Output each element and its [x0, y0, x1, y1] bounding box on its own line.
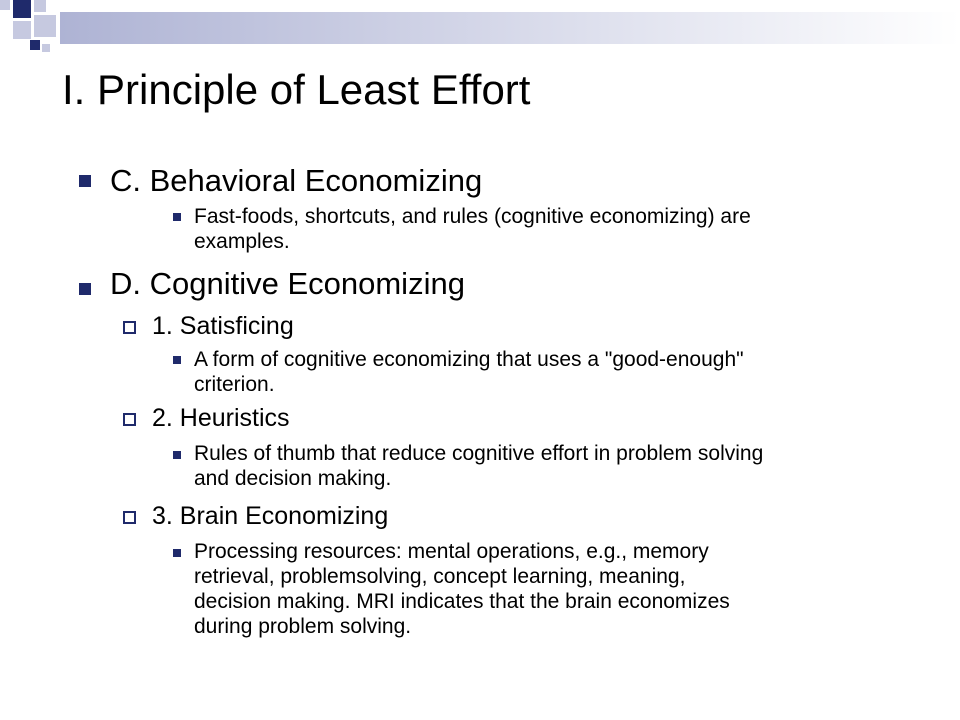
slide-title: I. Principle of Least Effort [62, 66, 531, 113]
square-bullet-icon [79, 283, 91, 295]
bullet-level1: C. Behavioral Economizing [110, 163, 483, 198]
square-bullet-icon [79, 175, 91, 187]
bullet-level2: 1. Satisficing [152, 312, 294, 340]
bullet-level3-text: Fast-foods, shortcuts, and rules (cognitive economizing) are [194, 205, 751, 228]
bullet-level3-text: Rules of thumb that reduce cognitive effort in problem solving [194, 442, 764, 465]
square-bullet-icon [173, 213, 181, 221]
square-bullet-icon [173, 451, 181, 459]
square-bullet-icon [173, 549, 181, 557]
bullet-level2: 2. Heuristics [152, 404, 290, 432]
bullet-level3-text: and decision making. [194, 467, 392, 490]
bullet-level3-text: A form of cognitive economizing that uses a "good-enough" [194, 348, 744, 371]
bullet-level1: D. Cognitive Economizing [110, 266, 465, 301]
bullet-level2: 3. Brain Economizing [152, 502, 389, 530]
hollow-square-bullet-icon [123, 321, 136, 334]
hollow-square-bullet-icon [123, 413, 136, 426]
hollow-square-bullet-icon [123, 511, 136, 524]
square-bullet-icon [173, 356, 181, 364]
bullet-level3-text: criterion. [194, 373, 275, 396]
bullet-level3-text: Processing resources: mental operations, e.g., memory [194, 540, 709, 563]
bullet-level3-text: during problem solving. [194, 615, 412, 638]
bullet-level3-text: decision making. MRI indicates that the brain economizes [194, 590, 730, 613]
bullet-level3-text: examples. [194, 230, 290, 253]
bullet-level3-text: retrieval, problemsolving, concept learning, meaning, [194, 565, 686, 588]
